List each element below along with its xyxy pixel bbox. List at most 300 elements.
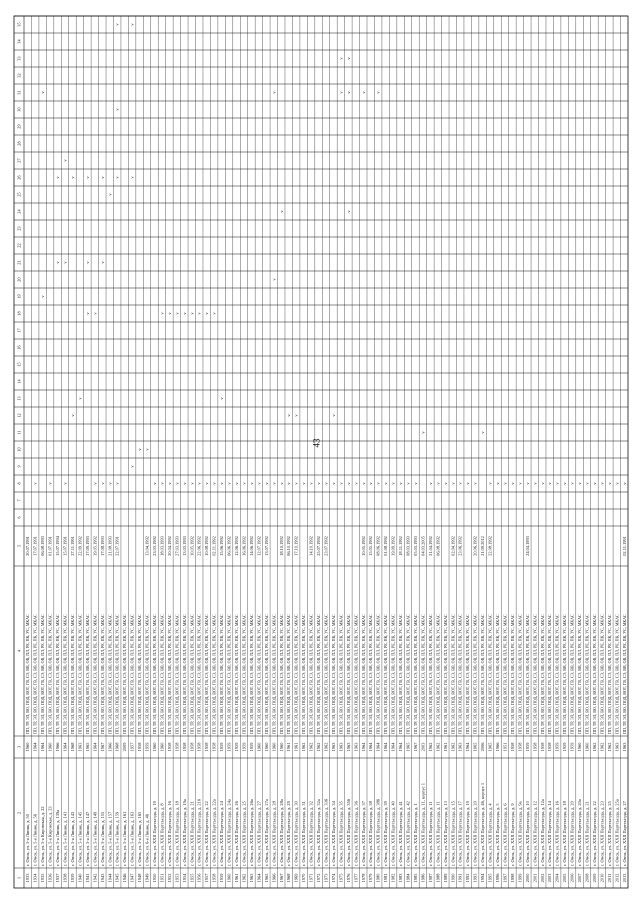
cell-address: г. Омск, ул. XXII Партсъезда, д. 35б bbox=[345, 798, 351, 866]
cell-year: 1958 bbox=[532, 742, 538, 752]
cell-address: г. Омск, ул. 5-я Кировская, д. 22 bbox=[40, 806, 46, 866]
cell-year: 1960 bbox=[263, 742, 269, 752]
cell-date: 23.07.1992 bbox=[323, 536, 329, 556]
cell-address: г. Омск, ул. 5-я Линия, д. 159 bbox=[114, 811, 120, 866]
cell-mark: v bbox=[338, 91, 344, 94]
cell-number: 1987 bbox=[427, 873, 433, 883]
cell-date: 02.04.1992 bbox=[450, 536, 456, 556]
cell-date: 23.06.1992 bbox=[457, 536, 463, 556]
cell-materials: ПП, ТР, ЭЛ, ВО, ПОД, ВОТ, ГВ, СЭ, ВВ, ОВ, ПЛ, РЕ, ПК, УС, МКАС bbox=[457, 614, 463, 734]
cell-materials: ПП, ТР, ЭЛ, ВО, ПОД, ВОТ, ГВ, СЭ, ВВ, ОВ, ПЛ, РЕ, ПК, УС, МКАС bbox=[621, 614, 627, 734]
cell-mark: v bbox=[234, 482, 240, 485]
column-header: 10 bbox=[16, 447, 22, 452]
cell-year: 1963 bbox=[330, 742, 336, 752]
cell-materials: ПП, ТР, ЭЛ, ВО, ПОД, ВОТ, ГВ, СЭ, ВВ, ОВ, ПЛ, РЕ, ПК, УС, МКАС bbox=[293, 614, 299, 734]
cell-date: 20.04.1992 bbox=[166, 536, 172, 556]
cell-address: г. Омск, ул. XXII Партсъезда, д. 41 bbox=[398, 801, 404, 866]
cell-number: 1961 bbox=[234, 873, 240, 883]
cell-date: 14.10.1992 bbox=[308, 536, 314, 556]
cell-year: 1963 bbox=[338, 742, 344, 752]
cell-mark: v bbox=[204, 312, 210, 315]
cell-year: 1960 bbox=[278, 742, 284, 752]
cell-address: г. Омск, ул. XXII Партсъезда, д. 27а bbox=[263, 799, 269, 866]
cell-mark: v bbox=[301, 482, 307, 485]
cell-materials: ПП, ТР, ЭЛ, ВО, ПОД, ВОТ, ГВ, СЭ, ВВ, ОВ, ПЛ, РЕ, ПК, УС, МКАС bbox=[383, 614, 389, 734]
cell-mark: v bbox=[271, 278, 277, 281]
cell-mark: v bbox=[114, 23, 120, 26]
cell-mark: v bbox=[562, 482, 568, 485]
cell-address: г. Омск, ул. XXII Партсъезда, д. 22 bbox=[204, 801, 210, 866]
cell-address: г. Омск, ул. XXII Партсъезда, д. 35 bbox=[338, 801, 344, 866]
cell-address: г. Омск, ул. 5-я Линия, д. 157 bbox=[107, 811, 113, 866]
cell-number: 1966 bbox=[271, 873, 277, 883]
cell-address: г. Омск, ул. XXII Партсъезда, д. 39 bbox=[383, 801, 389, 866]
cell-number: 1962 bbox=[241, 873, 247, 883]
cell-materials: ПП, ТР, ЭЛ, ВО, ПОД, ВОТ, ГВ, СЭ, ВВ, ОВ, ПЛ, РЕ, ПК, УС, МКАС bbox=[286, 614, 292, 734]
cell-materials: ПП, ТР, ЭЛ, ВО, ПОД, ВОТ, ГВ, СЭ, ВВ, ОВ, ПЛ, РЕ, ПК, УС, МКАС bbox=[99, 614, 105, 734]
cell-materials: ПП, ТР, ЭЛ, ВО, ПОД, ВОТ, ГВ, СЭ, ВВ, ОВ, ПЛ, РЕ, ПК, УС, МКАС bbox=[40, 614, 46, 734]
cell-number: 1968 bbox=[286, 873, 292, 883]
cell-mark: v bbox=[62, 159, 68, 162]
cell-address: г. Омск, ул. XXII Партсъезда, д. 18 bbox=[562, 801, 568, 866]
cell-mark: v bbox=[293, 414, 299, 417]
cell-mark: v bbox=[107, 482, 113, 485]
column-header: 15 bbox=[16, 362, 22, 367]
cell-materials: ПП, ТР, ЭЛ, ВО, ПОД, ВОТ, ГВ, СЭ, ВВ, ОВ, ПЛ, РЕ, ПК, УС, МКАС bbox=[151, 614, 157, 734]
cell-date: 14.06.1992 bbox=[248, 536, 254, 556]
cell-date: 08.03.1993 bbox=[405, 536, 411, 556]
cell-mark: v bbox=[174, 482, 180, 485]
cell-materials: ПП, ТР, ЭЛ, ВО, ПОД, ВОТ, ГВ, СЭ, ВВ, ОВ, ПЛ, РЕ, ПК, УС, МКАС bbox=[480, 614, 486, 734]
cell-materials: ПП, ТР, ЭЛ, ВО, ПОД, ВОТ, ГВ, СЭ, ВВ, ОВ, ПЛ, РЕ, ПК, УС, МКАС bbox=[166, 614, 172, 734]
cell-year: 1963 bbox=[614, 742, 620, 752]
cell-address: г. Омск, ул. XXII Партсъезда, д. 23 bbox=[599, 801, 605, 866]
cell-materials: ПП, ТР, ЭЛ, ВО, ПОД, ВОТ, ГВ, СЭ, ВВ, ОВ, ПЛ, РЕ, ПК, УС, МКАС bbox=[606, 614, 612, 734]
cell-materials: ПП, ТР, ЭЛ, ВО, ПОД, ВОТ, ГВ, СЭ, ВВ, ОВ, ПЛ, РЕ, ПК, УС, МКАС bbox=[114, 614, 120, 734]
cell-number: 2007 bbox=[577, 873, 583, 883]
cell-materials: ПП, ТР, ЭЛ, ВО, ПОД, ВОТ, ГВ, СЭ, ВВ, ОВ, ПЛ, РЕ, ПК, УС, МКАС bbox=[517, 614, 523, 734]
cell-materials: ПП, ТР, ЭЛ, ВО, ПОД, ВОТ, ГВ, СЭ, ВВ, ОВ, ПЛ, РЕ, ПК, УС, МКАС bbox=[450, 614, 456, 734]
column-header: 1 bbox=[16, 876, 22, 880]
cell-date: 22.07.1991 bbox=[114, 536, 120, 556]
column-header: 24 bbox=[16, 209, 22, 214]
cell-date: 12.06.1992 bbox=[234, 536, 240, 556]
cell-address: г. Омск, ул. XXII Партсъезда, д. 14 bbox=[547, 801, 553, 866]
column-header: 21 bbox=[16, 260, 22, 265]
cell-number: 1939 bbox=[69, 873, 75, 883]
cell-address: г. Омск, ул. XXII Партсъезда, д. 4б, корпус 1 bbox=[480, 782, 486, 866]
cell-number: 1985 bbox=[412, 873, 418, 883]
cell-address: г. Омск, ул. XXII Партсъезда, д. 20 bbox=[569, 801, 575, 866]
cell-mark: v bbox=[457, 482, 463, 485]
cell-address: г. Омск, ул. XXII Партсъезда, д. 27 bbox=[621, 801, 627, 866]
cell-date: 19.05.1992 bbox=[92, 536, 98, 556]
column-header: 28 bbox=[16, 141, 22, 146]
cell-year: 1964 bbox=[32, 742, 38, 752]
cell-materials: ПП, ТР, ЭЛ, ВО, ПОД, ВОТ, ГВ, СЭ, ВВ, ОВ, ПЛ, РЕ, ПК, УС, МКАС bbox=[271, 614, 277, 734]
cell-mark: v bbox=[263, 482, 269, 485]
cell-mark: v bbox=[107, 193, 113, 196]
cell-address: г. Омск, ул. 5-я Линия, д. 56 bbox=[32, 814, 38, 866]
cell-year: 2009 bbox=[122, 742, 128, 752]
cell-materials: ПП, ТР, ЭЛ, ВО, ПОД, ВОТ, ГВ, СЭ, ВВ, ОВ, ПЛ, РЕ, ПК, УС, МКАС bbox=[614, 614, 620, 734]
cell-year: 2006 bbox=[480, 742, 486, 752]
column-header: 30 bbox=[16, 107, 22, 112]
cell-mark: v bbox=[84, 261, 90, 264]
cell-year: 1962 bbox=[435, 742, 441, 752]
cell-address: г. Омск, ул. 5-я Линия, д. 50 bbox=[25, 814, 31, 866]
cell-mark: v bbox=[502, 482, 508, 485]
cell-number: 1953 bbox=[174, 873, 180, 883]
cell-date: 06.08.1993 bbox=[40, 536, 46, 556]
cell-address: г. Омск, ул. 5-я Линия, д. 139а bbox=[55, 809, 61, 866]
cell-mark: v bbox=[412, 482, 418, 485]
cell-materials: ПП, ТР, ЭЛ, ВО, ПОД, ВОТ, ГВ, СЭ, ВВ, ОВ, ПЛ, РЕ, ПК, УС, МКАС bbox=[420, 614, 426, 734]
cell-materials: ПП, ТР, ЭЛ, ВО, ПОД, ВОТ, ГВ, СЭ, ВВ, ОВ, ПЛ, РЕ, ПК, УС, МКАС bbox=[181, 614, 187, 734]
cell-mark: v bbox=[606, 482, 612, 485]
cell-date: 25.07.1992 bbox=[316, 536, 322, 556]
cell-number: 2011 bbox=[606, 873, 612, 883]
cell-materials: ПП, ТР, ЭЛ, ВО, ПОД, ВОТ, ГВ, СЭ, ВВ, ОВ, ПЛ, РЕ, ПК, УС, МКАС bbox=[554, 614, 560, 734]
cell-date: 17.09.1993 bbox=[84, 536, 90, 556]
cell-mark: v bbox=[614, 482, 620, 485]
page-number: 43 bbox=[311, 438, 322, 448]
cell-year: 1958 bbox=[539, 742, 545, 752]
column-header: 19 bbox=[16, 294, 22, 299]
column-header: 12 bbox=[16, 413, 22, 418]
cell-mark: v bbox=[174, 312, 180, 315]
column-header: 8 bbox=[16, 482, 22, 485]
cell-year: 1962 bbox=[606, 742, 612, 752]
cell-number: 1998 bbox=[509, 873, 515, 883]
cell-year: 1962 bbox=[591, 742, 597, 752]
cell-address: г. Омск, ул. XXII Партсъезда, д. 22а bbox=[211, 799, 217, 866]
cell-date: 15.06.1992 bbox=[219, 536, 225, 556]
cell-year: 1966 bbox=[107, 742, 113, 752]
cell-date: 17.08.1993 bbox=[99, 536, 105, 556]
cell-number: 1977 bbox=[353, 873, 359, 883]
cell-year: 1960 bbox=[584, 742, 590, 752]
column-header: 22 bbox=[16, 243, 22, 248]
cell-address: г. Омск, ул. 5-я Линия, д. 141 bbox=[62, 811, 68, 866]
cell-materials: ПП, ТР, ЭЛ, ВО, ПОД, ВОТ, ГВ, СЭ, ВВ, ОВ, ПЛ, РЕ, ПК, УС, МКАС bbox=[577, 614, 583, 734]
cell-mark: v bbox=[55, 261, 61, 264]
cell-number: 2004 bbox=[554, 873, 560, 883]
cell-address: г. Омск, ул. 5-я Линия, д. 143 bbox=[69, 811, 75, 866]
cell-mark: v bbox=[383, 482, 389, 485]
cell-year: 1957 bbox=[129, 742, 135, 752]
cell-materials: ПП, ТР, ЭЛ, ВО, ПОД, ВОТ, ГВ, СЭ, ВВ, ОВ, ПЛ, РЕ, ПК, УС, МКАС bbox=[234, 614, 240, 734]
cell-mark: v bbox=[286, 482, 292, 485]
cell-date: 20.06.1992 bbox=[472, 536, 478, 556]
cell-number: 2003 bbox=[547, 873, 553, 883]
cell-materials: ПП, ТР, ЭЛ, ВО, ПОД, ВОТ, ГВ, СЭ, ВВ, ОВ, ПЛ, РЕ, ПК, УС, МКАС bbox=[84, 614, 90, 734]
cell-number: 1938 bbox=[62, 873, 68, 883]
cell-materials: ПП, ТР, ЭЛ, ВО, ПОД, ВОТ, ГВ, СЭ, ВВ, ОВ, ПЛ, РЕ, ПК, УС, МКАС bbox=[502, 614, 508, 734]
cell-address: г. Омск, ул. XXII Партсъезда, д. 20 bbox=[472, 801, 478, 866]
cell-year: 1963 bbox=[353, 742, 359, 752]
cell-date: 10.05.1992 bbox=[189, 536, 195, 556]
cell-materials: ПП, ТР, ЭЛ, ВО, ПОД, ВОТ, ГВ, СЭ, ВВ, ОВ, ПЛ, РЕ, ПК, УС, МКАС bbox=[226, 614, 232, 734]
cell-number: 1969 bbox=[293, 873, 299, 883]
cell-date: 21.04.1992 bbox=[427, 536, 433, 556]
cell-number: 1982 bbox=[390, 873, 396, 883]
cell-year: 1960 bbox=[577, 742, 583, 752]
cell-materials: ПП, ТР, ЭЛ, ВО, ПОД, ВОТ, ГВ, СЭ, ВВ, ОВ, ПЛ, РЕ, ПК, УС, МКАС bbox=[524, 614, 530, 734]
cell-address: г. Омск, ул. 6-я Линия, д. 46 bbox=[144, 814, 150, 866]
cell-date: 15.07.1991 bbox=[62, 536, 68, 556]
cell-number: 2001 bbox=[532, 873, 538, 883]
cell-year: 1964 bbox=[40, 742, 46, 752]
cell-date: 27.11.1991 bbox=[69, 536, 75, 556]
cell-mark: v bbox=[77, 397, 83, 400]
cell-year: 1964 bbox=[368, 742, 374, 752]
cell-mark: v bbox=[621, 482, 627, 485]
cell-materials: ПП, ТР, ЭЛ, ВО, ПОД, ВОТ, ГВ, СЭ, ВВ, ОВ, ПЛ, РЕ, ПК, УС, МКАС bbox=[584, 614, 590, 734]
cell-year: 1961 bbox=[293, 742, 299, 752]
cell-number: 1958 bbox=[211, 873, 217, 883]
cell-address: г. Омск, ул. 5-я Кировская, д. 23 bbox=[47, 806, 53, 866]
cell-date: 17.10.1992 bbox=[293, 536, 299, 556]
cell-date: 21.09.2012 bbox=[480, 536, 486, 556]
column-header: 34 bbox=[16, 39, 22, 44]
cell-address: г. Омск, ул. XXII Партсъезда, д. 8 bbox=[159, 803, 165, 866]
cell-materials: ПП, ТР, ЭЛ, ВО, ПОД, ВОТ, ГВ, СЭ, ВВ, ОВ, ПЛ, РЕ, ПК, УС, МКАС bbox=[129, 614, 135, 734]
cell-mark: v bbox=[84, 312, 90, 315]
cell-materials: ПП, ТР, ЭЛ, ВО, ПОД, ВОТ, ГВ, СЭ, ВВ, ОВ, ПЛ, РЕ, ПК, УС, МКАС bbox=[412, 614, 418, 734]
cell-materials: ПП, ТР, ЭЛ, ВО, ПОД, ВОТ, ГВ, СЭ, ВВ, ОВ, ПЛ, РЕ, ПК, УС, МКАС bbox=[278, 614, 284, 734]
cell-date: 21.08.1993 bbox=[107, 536, 113, 556]
cell-mark: v bbox=[99, 482, 105, 485]
cell-address: г. Омск, ул. XXII Партсъезда, д. 6 bbox=[502, 803, 508, 866]
cell-number: 1964 bbox=[256, 873, 262, 883]
cell-mark: v bbox=[159, 312, 165, 315]
cell-address: г. Омск, ул. XXII Партсъезда, д. 18 bbox=[174, 801, 180, 866]
cell-date: 24.04.1993 bbox=[524, 536, 530, 556]
cell-materials: ПП, ТР, ЭЛ, ВО, ПОД, ВОТ, ГВ, СЭ, ВВ, ОВ, ПЛ, РЕ, ПК, УС, МКАС bbox=[599, 614, 605, 734]
cell-number: 1972 bbox=[316, 873, 322, 883]
cell-address: г. Омск, ул. XXII Партсъезда, д. 21 bbox=[584, 801, 590, 866]
cell-mark: v bbox=[338, 482, 344, 485]
cell-address: г. Омск, ул. XXII Партсъезда, д. 16 bbox=[554, 801, 560, 866]
cell-date: 02.11.1992 bbox=[211, 536, 217, 556]
cell-number: 1996 bbox=[495, 873, 501, 883]
cell-address: г. Омск, ул. XXII Партсъезда, д. 32 bbox=[308, 801, 314, 866]
cell-materials: ПП, ТР, ЭЛ, ВО, ПОД, ВОТ, ГВ, СЭ, ВВ, ОВ, ПЛ, РЕ, ПК, УС, МКАС bbox=[442, 614, 448, 734]
cell-address: г. Омск, ул. 5-я Линия, д. 165 bbox=[137, 811, 143, 866]
cell-year: 1960 bbox=[25, 742, 31, 752]
cell-date: 10.08.1992 bbox=[204, 536, 210, 556]
cell-number: 1997 bbox=[502, 873, 508, 883]
cell-materials: ПП, ТР, ЭЛ, ВО, ПОД, ВОТ, ГВ, СЭ, ВВ, ОВ, ПЛ, РЕ, ПК, УС, МКАС bbox=[301, 614, 307, 734]
cell-date: 12.07.1992 bbox=[256, 536, 262, 556]
cell-number: 1948 bbox=[137, 873, 143, 883]
cell-mark: v bbox=[189, 482, 195, 485]
cell-mark: v bbox=[241, 482, 247, 485]
cell-mark: v bbox=[211, 312, 217, 315]
cell-materials: ПП, ТР, ЭЛ, ВО, ПОД, ВОТ, ГВ, СЭ, ВВ, ОВ, ПЛ, РЕ, ПК, УС, МКАС bbox=[263, 614, 269, 734]
cell-date: 17.07.1991 bbox=[32, 536, 38, 556]
cell-date: 08.06.1992 bbox=[375, 536, 381, 556]
cell-number: 1990 bbox=[450, 873, 456, 883]
cell-address: г. Омск, ул. XXII Партсъезда, д. 32а bbox=[316, 799, 322, 866]
cell-date: 23.03.1992 bbox=[151, 536, 157, 556]
cell-address: г. Омск, ул. XXII Партсъезда, д. 9 bbox=[509, 803, 515, 866]
cell-number: 1979 bbox=[368, 873, 374, 883]
cell-materials: ПП, ТР, ЭЛ, ВО, ПОД, ВОТ, ГВ, СЭ, ВВ, ОВ, ПЛ, РЕ, ПК, УС, МКАС bbox=[122, 614, 128, 734]
cell-year: 1959 bbox=[569, 742, 575, 752]
cell-materials: ПП, ТР, ЭЛ, ВО, ПОД, ВОТ, ГВ, СЭ, ВВ, ОВ, ПЛ, РЕ, ПК, УС, МКАС bbox=[532, 614, 538, 734]
cell-address: г. Омск, ул. XXII Партсъезда, д. 26 bbox=[234, 801, 240, 866]
cell-mark: v bbox=[144, 448, 150, 451]
cell-materials: ПП, ТР, ЭЛ, ВО, ПОД, ВОТ, ГВ, СЭ, ВВ, ОВ, ПЛ, РЕ, ПК, УС, МКАС bbox=[472, 614, 478, 734]
cell-year: 1964 bbox=[92, 742, 98, 752]
cell-materials: ПП, ТР, ЭЛ, ВО, ПОД, ВОТ, ГВ, СЭ, ВВ, ОВ, ПЛ, РЕ, ПК, УС, МКАС bbox=[248, 614, 254, 734]
cell-address: г. Омск, ул. XXII Партсъезда, д. 21 bbox=[189, 801, 195, 866]
cell-year: 1962 bbox=[599, 742, 605, 752]
cell-mark: v bbox=[360, 482, 366, 485]
cell-number: 1950 bbox=[151, 873, 157, 883]
cell-year: 1960 bbox=[256, 742, 262, 752]
cell-mark: v bbox=[390, 482, 396, 485]
cell-mark: v bbox=[569, 482, 575, 485]
cell-year: 1959 bbox=[562, 742, 568, 752]
column-header: 9 bbox=[16, 465, 22, 468]
cell-mark: v bbox=[219, 397, 225, 400]
cell-mark: v bbox=[271, 91, 277, 94]
cell-mark: v bbox=[47, 482, 53, 485]
cell-address: г. Омск, ул. XXII Партсъезда, д. 25 bbox=[606, 801, 612, 866]
cell-mark: v bbox=[599, 482, 605, 485]
cell-materials: ПП, ТР, ЭЛ, ВО, ПОД, ВОТ, ГВ, СЭ, ВВ, ОВ, ПЛ, РЕ, ПК, УС, МКАС bbox=[345, 614, 351, 734]
cell-materials: ПП, ТР, ЭЛ, ВО, ПОД, ВОТ, ГВ, СЭ, ВВ, ОВ, ПЛ, РЕ, ПК, УС, МКАС bbox=[562, 614, 568, 734]
cell-number: 1955 bbox=[189, 873, 195, 883]
cell-number: 1992 bbox=[465, 873, 471, 883]
cell-year: 1958 bbox=[204, 742, 210, 752]
cell-number: 1983 bbox=[398, 873, 404, 883]
cell-address: г. Омск, ул. XXII Партсъезда, д. 9а bbox=[517, 801, 523, 866]
cell-materials: ПП, ТР, ЭЛ, ВО, ПОД, ВОТ, ГВ, СЭ, ВВ, ОВ, ПЛ, РЕ, ПК, УС, МКАС bbox=[338, 614, 344, 734]
cell-mark: v bbox=[271, 482, 277, 485]
column-header: 4 bbox=[16, 649, 22, 653]
cell-year: 1959 bbox=[234, 742, 240, 752]
cell-date: 22.08.1992 bbox=[487, 536, 493, 556]
cell-number: 2009 bbox=[591, 873, 597, 883]
cell-year: 1962 bbox=[308, 742, 314, 752]
cell-year: 1965 bbox=[84, 742, 90, 752]
cell-number: 1947 bbox=[129, 873, 135, 883]
cell-address: г. Омск, ул. XXII Партсъезда, д. 25 bbox=[241, 801, 247, 866]
cell-number: 1965 bbox=[263, 873, 269, 883]
cell-number: 1999 bbox=[517, 873, 523, 883]
cell-mark: v bbox=[62, 482, 68, 485]
cell-mark: v bbox=[256, 482, 262, 485]
cell-mark: v bbox=[99, 176, 105, 179]
cell-mark: v bbox=[189, 312, 195, 315]
cell-mark: v bbox=[539, 482, 545, 485]
column-header: 31 bbox=[16, 90, 22, 95]
cell-address: г. Омск, ул. XXII Партсъезда, д. 15 bbox=[450, 801, 456, 866]
cell-mark: v bbox=[55, 176, 61, 179]
cell-mark: v bbox=[398, 482, 404, 485]
cell-address: г. Омск, ул. XXII Партсъезда, д. 28 bbox=[271, 801, 277, 866]
cell-year: 1959 bbox=[524, 742, 530, 752]
cell-date: 15.07.1994 bbox=[55, 536, 61, 556]
column-header: 7 bbox=[16, 499, 22, 502]
cell-materials: ПП, ТР, ЭЛ, ВО, ПОД, ВОТ, ГВ, СЭ, ВВ, ОВ, ПЛ, РЕ, ПК, УС, МКАС bbox=[495, 614, 501, 734]
cell-year: 1959 bbox=[554, 742, 560, 752]
cell-materials: ПП, ТР, ЭЛ, ВО, ПОД, ВОТ, ГВ, СЭ, ВВ, ОВ, ПЛ, РЕ, ПК, УС, МКАС bbox=[323, 614, 329, 734]
cell-number: 1984 bbox=[405, 873, 411, 883]
cell-number: 1946 bbox=[122, 873, 128, 883]
cell-address: г. Омск, ул. XXII Партсъезда, д. 12 bbox=[532, 801, 538, 866]
cell-address: г. Омск, ул. XXII Партсъезда, д. 22 bbox=[591, 801, 597, 866]
cell-year: 1958 bbox=[547, 742, 553, 752]
cell-address: г. Омск, ул. XXII Партсъезда, д. 19а bbox=[181, 799, 187, 866]
cell-mark: v bbox=[308, 482, 314, 485]
cell-mark: v bbox=[278, 210, 284, 213]
cell-mark: v bbox=[62, 261, 68, 264]
cell-year: 1958 bbox=[174, 742, 180, 752]
cell-mark: v bbox=[278, 482, 284, 485]
cell-year: 1958 bbox=[509, 742, 515, 752]
cell-year: 1965 bbox=[472, 742, 478, 752]
cell-materials: ПП, ТР, ЭЛ, ВО, ПОД, ВОТ, ГВ, СЭ, ВВ, ОВ, ПЛ, РЕ, ПК, УС, МКАС bbox=[219, 614, 225, 734]
cell-year: 1958 bbox=[166, 742, 172, 752]
cell-mark: v bbox=[92, 482, 98, 485]
cell-year: 1963 bbox=[345, 742, 351, 752]
cell-materials: ПП, ТР, ЭЛ, ВО, ПОД, ВОТ, ГВ, СЭ, ВВ, ОВ, ПЛ, РЕ, ПК, УС, МКАС bbox=[509, 614, 515, 734]
cell-mark: v bbox=[405, 482, 411, 485]
cell-materials: ПП, ТР, ЭЛ, ВО, ПОД, ВОТ, ГВ, СЭ, ВВ, ОВ, ПЛ, РЕ, ПК, УС, МКАС bbox=[77, 614, 83, 734]
cell-address: г. Омск, ул. XXII Партсъезда, д. 38 bbox=[368, 801, 374, 866]
cell-address: г. Омск, ул. XXII Партсъезда, д. 21б bbox=[196, 798, 202, 866]
column-header: 25 bbox=[16, 192, 22, 197]
cell-materials: ПП, ТР, ЭЛ, ВО, ПОД, ВОТ, ГВ, СЭ, ВВ, ОВ, ПЛ, РЕ, ПК, УС, МКАС bbox=[137, 614, 143, 734]
cell-materials: ПП, ТР, ЭЛ, ВО, ПОД, ВОТ, ГВ, СЭ, ВВ, ОВ, ПЛ, РЕ, ПК, УС, МКАС bbox=[360, 614, 366, 734]
cell-year: 1964 bbox=[62, 742, 68, 752]
cell-number: 1971 bbox=[308, 873, 314, 883]
cell-address: г. Омск, ул. XXII Партсъезда, д. 33б bbox=[323, 798, 329, 866]
cell-materials: ПП, ТР, ЭЛ, ВО, ПОД, ВОТ, ГВ, СЭ, ВВ, ОВ, ПЛ, РЕ, ПК, УС, МКАС bbox=[368, 614, 374, 734]
cell-address: г. Омск, ул. XXII Партсъезда, д. 36 bbox=[353, 801, 359, 866]
cell-year: 1959 bbox=[248, 742, 254, 752]
cell-mark: v bbox=[248, 482, 254, 485]
cell-mark: v bbox=[129, 465, 135, 468]
cell-materials: ПП, ТР, ЭЛ, ВО, ПОД, ВОТ, ГВ, СЭ, ВВ, ОВ, ПЛ, РЕ, ПК, УС, МКАС bbox=[159, 614, 165, 734]
cell-year: 1958 bbox=[196, 742, 202, 752]
cell-date: 18.10.1992 bbox=[278, 536, 284, 556]
cell-address: г. Омск, ул. XXII Партсъезда, д. 1 bbox=[412, 803, 418, 866]
cell-year: 1958 bbox=[189, 742, 195, 752]
cell-number: 1942 bbox=[92, 873, 98, 883]
cell-year: 1968 bbox=[69, 742, 75, 752]
cell-year: 1964 bbox=[390, 742, 396, 752]
cell-address: г. Омск, ул. XXII Партсъезда, д. 16 bbox=[166, 801, 172, 866]
cell-address: г. Омск, ул. XXII Партсъезда, д. 38б bbox=[375, 798, 381, 866]
cell-materials: ПП, ТР, ЭЛ, ВО, ПОД, ВОТ, ГВ, СЭ, ВВ, ОВ, ПЛ, РЕ, ПК, УС, МКАС bbox=[189, 614, 195, 734]
cell-materials: ПП, ТР, ЭЛ, ВО, ПОД, ВОТ, ГВ, СЭ, ВВ, ОВ, ПЛ, РЕ, ПК, УС, МКАС bbox=[330, 614, 336, 734]
cell-number: 1949 bbox=[144, 873, 150, 883]
cell-mark: v bbox=[375, 482, 381, 485]
cell-address: г. Омск, ул. XXII Партсъезда, д. 11 bbox=[427, 801, 433, 866]
cell-mark: v bbox=[554, 482, 560, 485]
cell-date: 10.05.1992 bbox=[360, 536, 366, 556]
cell-date: 22.06.1992 bbox=[196, 536, 202, 556]
column-header: 18 bbox=[16, 311, 22, 316]
cell-materials: ПП, ТР, ЭЛ, ВО, ПОД, ВОТ, ГВ, СЭ, ВВ, ОВ, ПЛ, РЕ, ПК, УС, МКАС bbox=[539, 614, 545, 734]
cell-number: 2002 bbox=[539, 873, 545, 883]
